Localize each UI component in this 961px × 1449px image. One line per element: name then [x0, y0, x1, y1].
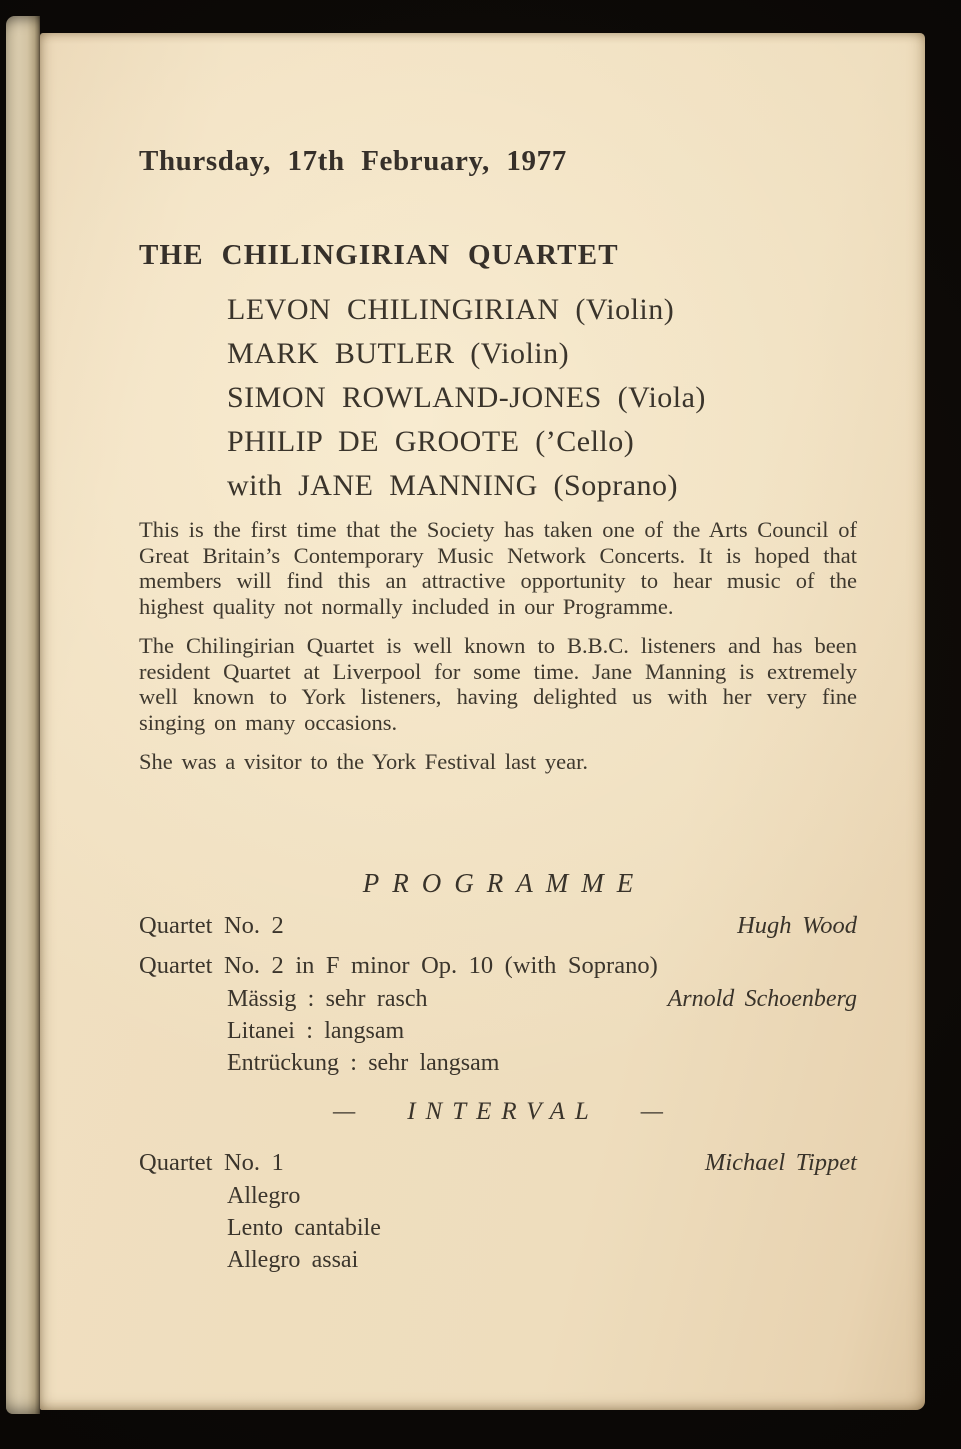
movement-title: Mässig : sehr rasch — [227, 986, 428, 1013]
movement-row — [139, 983, 857, 1015]
performer-line: LEVON CHILINGIRIAN (Violin) — [227, 293, 675, 326]
composer-name: Michael Tippet — [704, 1149, 857, 1177]
intro-paragraph-3: She was a visitor to the York Festival last year. — [139, 748, 588, 774]
interval-heading — [139, 1095, 857, 1129]
programme-entry-row — [139, 1146, 857, 1180]
movement-title: Allegro — [227, 1183, 301, 1210]
composer-name: Hugh Wood — [737, 912, 857, 940]
ensemble-title: THE CHILINGIRIAN QUARTET — [139, 239, 619, 271]
performer-line: PHILIP DE GROOTE (’Cello) — [227, 425, 635, 458]
book-page-edge — [6, 16, 40, 1414]
interval-label: INTERVAL — [407, 1098, 599, 1126]
movement-title: Allegro assai — [227, 1247, 359, 1274]
movement-title: Lento cantabile — [227, 1215, 381, 1242]
work-title: Quartet No. 2 — [139, 912, 284, 940]
programme-entry-row — [139, 909, 857, 943]
interval-dash: — — [332, 1098, 356, 1126]
programme-entry-row — [139, 949, 857, 983]
movement-row — [139, 1015, 857, 1047]
intro-paragraph-2: The Chilingirian Quartet is well known to B.B.C. listeners and has been resident Quartet at Liverpool for some time. Jane Manning is extremely well known to York listeners, having delighted us with her very fine singing on many occasions. — [139, 632, 857, 735]
movement-row — [139, 1244, 857, 1276]
performer-list — [227, 288, 855, 508]
work-title: Quartet No. 2 in F minor Op. 10 (with Soprano) — [139, 952, 658, 980]
performer-line: SIMON ROWLAND-JONES (Viola) — [227, 381, 706, 414]
movement-row — [139, 1047, 857, 1079]
performer-line: MARK BUTLER (Violin) — [227, 337, 570, 370]
movement-row — [139, 1180, 857, 1212]
programme-heading: PROGRAMME — [362, 868, 647, 899]
interval-dash: — — [640, 1098, 664, 1126]
intro-paragraph-1: This is the first time that the Society has taken one of the Arts Council of Great Britain’s Contemporary Music Network Concerts. It is hoped that members will find this an attractive opportunity to hear music of the highest quality not normally included in our Programme. — [139, 517, 857, 620]
performer-line: with JANE MANNING (Soprano) — [227, 469, 679, 502]
programme-page — [40, 33, 925, 1410]
movement-title: Litanei : langsam — [227, 1018, 405, 1045]
date-heading: Thursday, 17th February, 1977 — [139, 145, 567, 177]
movement-row — [139, 1212, 857, 1244]
composer-name: Arnold Schoenberg — [667, 986, 857, 1013]
movement-title: Entrückung : sehr langsam — [227, 1050, 500, 1077]
work-title: Quartet No. 1 — [139, 1149, 284, 1177]
